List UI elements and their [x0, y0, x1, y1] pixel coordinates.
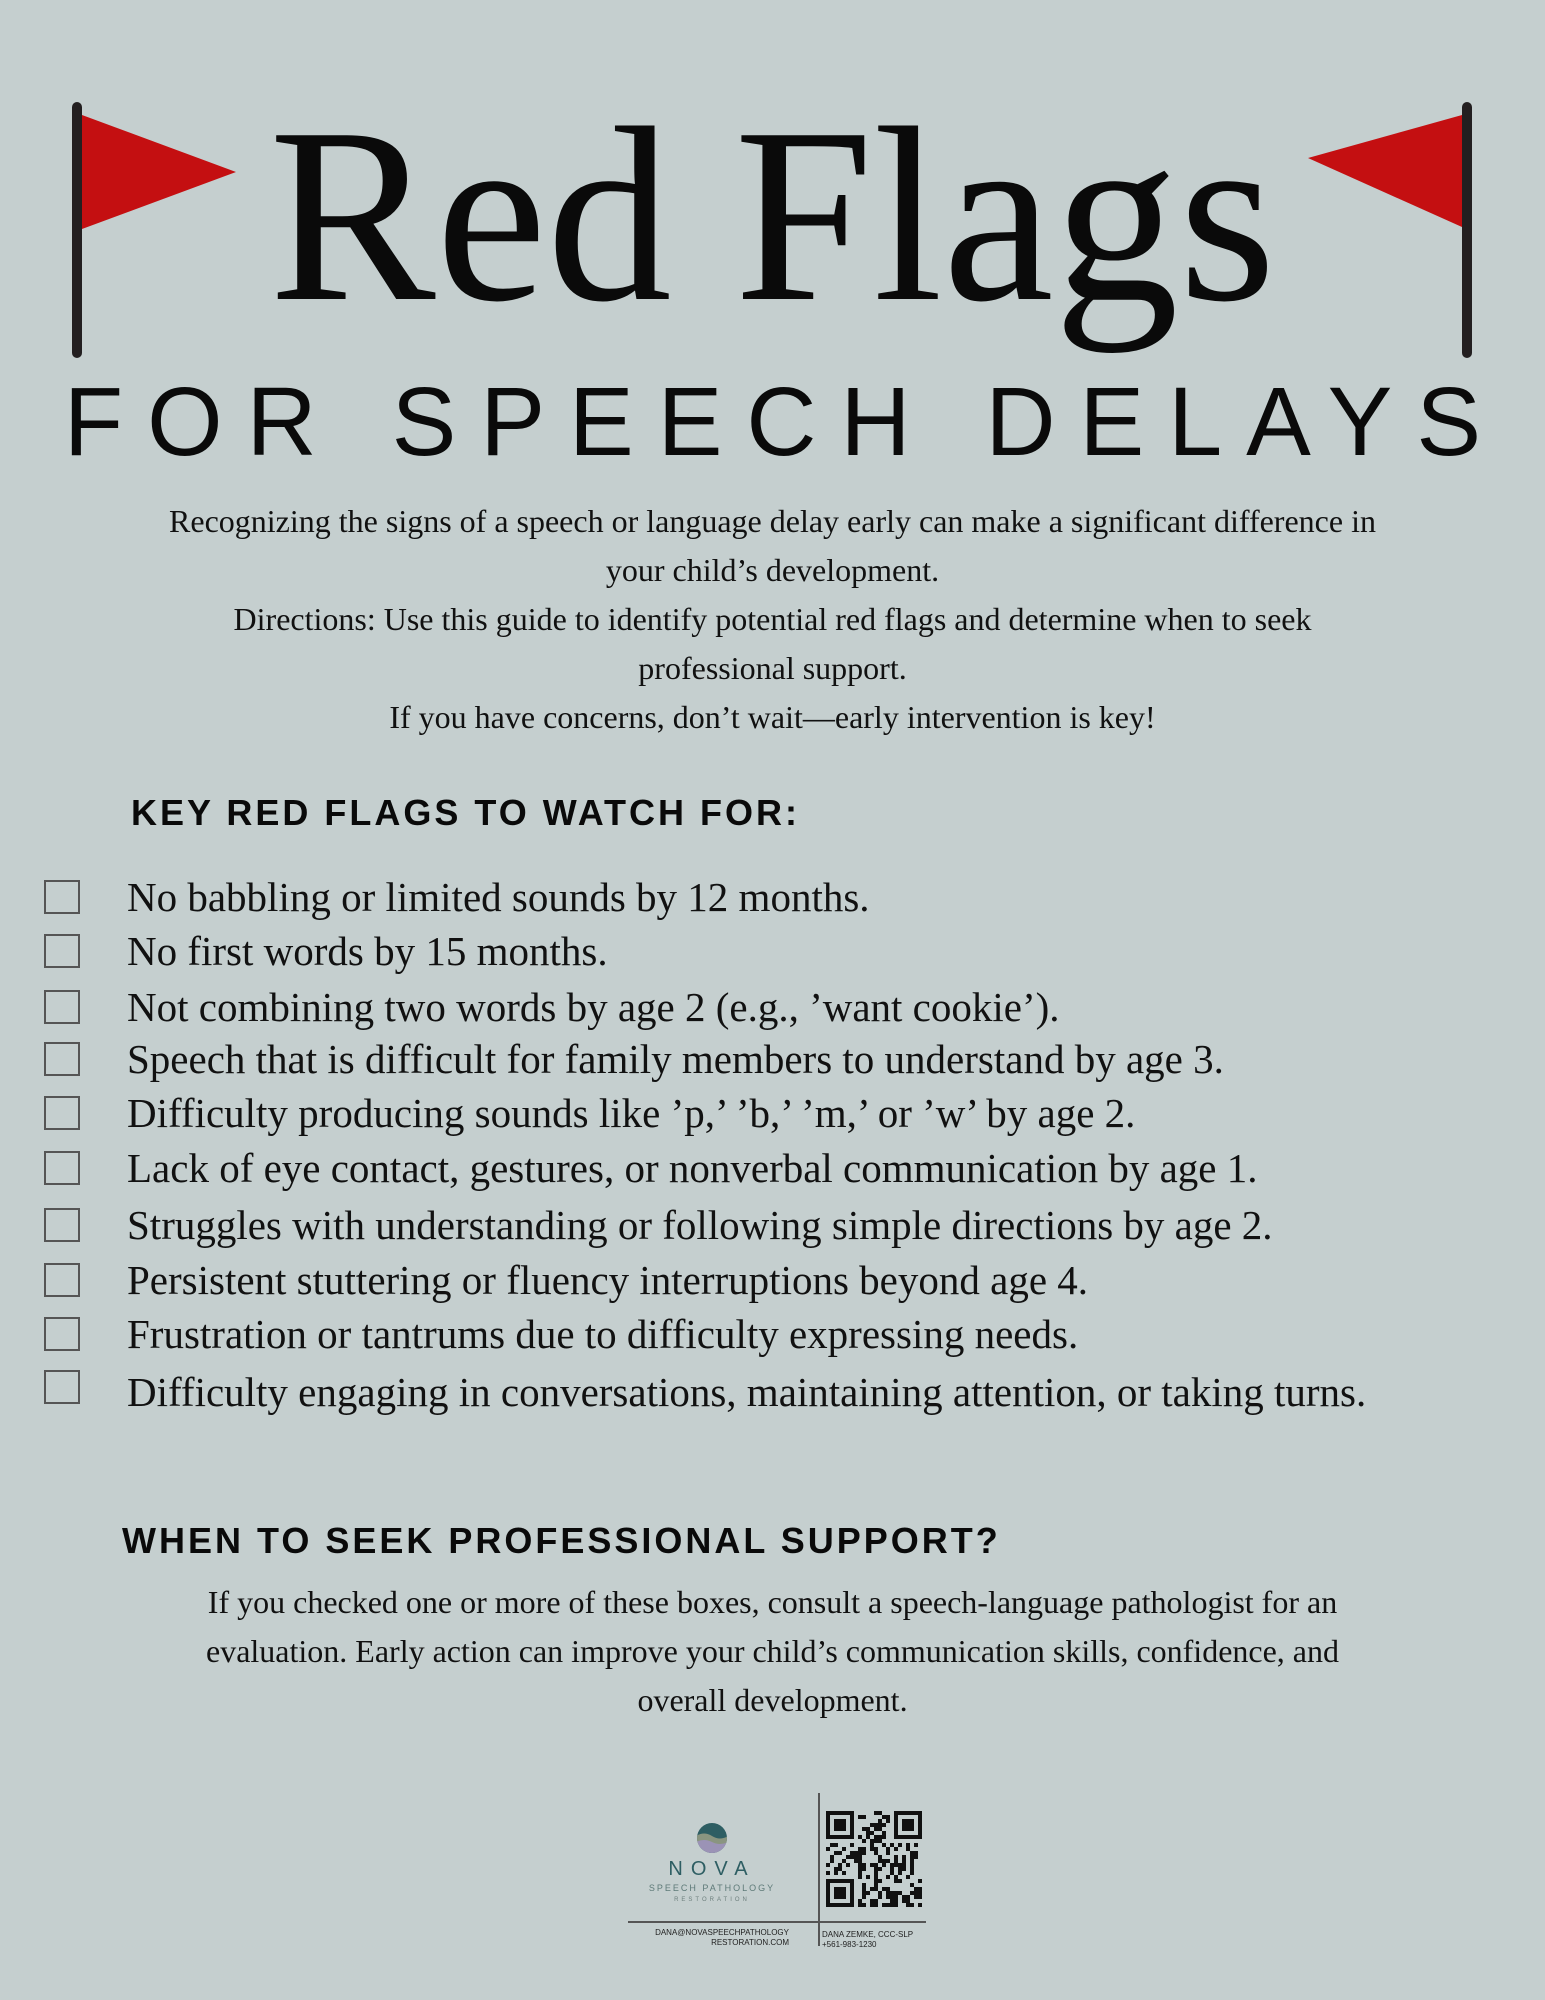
qr-module — [874, 1883, 878, 1887]
checklist-item-label: Lack of eye contact, gestures, or nonverbal communication by age 1. — [127, 1145, 1258, 1191]
qr-module — [878, 1835, 882, 1839]
qr-module — [858, 1835, 862, 1839]
qr-module — [838, 1867, 842, 1871]
checkbox[interactable] — [44, 1208, 80, 1242]
qr-module — [866, 1891, 870, 1895]
qr-module — [890, 1871, 894, 1875]
qr-module — [866, 1835, 870, 1839]
qr-module — [906, 1875, 910, 1879]
qr-module — [854, 1851, 858, 1855]
checklist-item[interactable] — [0, 1255, 1545, 1305]
qr-module — [882, 1859, 886, 1863]
qr-module — [862, 1839, 866, 1843]
intro-text — [0, 497, 1545, 742]
checklist-item-label: Difficulty engaging in conversations, maintaining attention, or taking turns. — [127, 1369, 1367, 1415]
checkbox[interactable] — [44, 1370, 80, 1404]
qr-module — [886, 1859, 890, 1863]
qr-module — [890, 1899, 894, 1903]
qr-module — [826, 1871, 830, 1875]
checkbox[interactable] — [44, 1263, 80, 1297]
qr-module — [838, 1851, 842, 1855]
qr-module — [894, 1859, 898, 1863]
qr-module — [870, 1839, 874, 1843]
qr-module — [850, 1851, 854, 1855]
qr-module — [902, 1895, 906, 1899]
checklist-item-label: Difficulty producing sounds like ’p,’ ’b,’ ’m,’ or ’w’ by age 2. — [127, 1090, 1136, 1136]
checklist-item[interactable] — [0, 1200, 1545, 1250]
qr-module — [874, 1879, 878, 1883]
checkbox[interactable] — [44, 934, 80, 968]
qr-module — [914, 1851, 918, 1855]
qr-module — [898, 1879, 902, 1883]
qr-module — [878, 1891, 882, 1895]
qr-module — [894, 1863, 898, 1867]
qr-module — [910, 1863, 914, 1867]
page-subtitle: FOR SPEECH DELAYS — [63, 367, 1506, 476]
qr-module — [826, 1847, 830, 1851]
qr-module — [874, 1871, 878, 1875]
qr-module — [878, 1823, 882, 1827]
qr-module — [842, 1847, 846, 1851]
qr-module — [874, 1847, 878, 1851]
checkbox[interactable] — [44, 1042, 80, 1076]
qr-module — [870, 1843, 874, 1847]
qr-module — [882, 1831, 886, 1835]
qr-module — [902, 1855, 906, 1859]
support-line: If you checked one or more of these boxes, consult a speech-language pathologist for an — [207, 1584, 1338, 1620]
logo-name: NOVA — [668, 1858, 756, 1880]
qr-module — [906, 1895, 910, 1899]
qr-module — [858, 1867, 862, 1871]
qr-module — [878, 1895, 882, 1899]
intro-line: Recognizing the signs of a speech or language delay early can make a significant difference in — [169, 503, 1376, 539]
qr-module — [870, 1831, 874, 1835]
qr-module — [870, 1899, 874, 1903]
qr-module — [890, 1891, 894, 1895]
qr-module — [890, 1895, 894, 1899]
qr-module — [862, 1883, 866, 1887]
qr-module — [906, 1899, 910, 1903]
qr-module — [842, 1859, 846, 1863]
qr-module — [862, 1847, 866, 1851]
qr-module — [886, 1819, 890, 1823]
qr-module — [898, 1863, 902, 1867]
checklist-item-label: No first words by 15 months. — [127, 928, 608, 974]
qr-module — [858, 1863, 862, 1867]
checklist-item[interactable] — [0, 926, 1545, 976]
qr-module — [870, 1887, 874, 1891]
qr-module — [870, 1847, 874, 1851]
qr-module — [858, 1859, 862, 1863]
qr-module — [866, 1831, 870, 1835]
checklist-heading: KEY RED FLAGS TO WATCH FOR: — [131, 792, 801, 833]
checklist-item[interactable] — [0, 1309, 1545, 1359]
qr-module — [874, 1903, 878, 1907]
qr-module — [874, 1851, 878, 1855]
qr-module — [890, 1863, 894, 1867]
checklist-item-label: Speech that is difficult for family members to understand by age 3. — [127, 1036, 1224, 1082]
qr-module — [862, 1827, 866, 1831]
qr-module — [886, 1875, 890, 1879]
checklist-item[interactable] — [0, 872, 1545, 922]
qr-module — [874, 1887, 878, 1891]
qr-module — [894, 1891, 898, 1895]
qr-module — [886, 1903, 890, 1907]
qr-module — [894, 1875, 898, 1879]
qr-module — [918, 1891, 922, 1895]
qr-module — [906, 1847, 910, 1851]
qr-module — [834, 1871, 838, 1875]
checklist-item-label: No babbling or limited sounds by 12 months. — [127, 874, 870, 920]
qr-module — [858, 1847, 862, 1851]
support-line: overall development. — [637, 1682, 908, 1718]
qr-module — [918, 1895, 922, 1899]
qr-module — [858, 1899, 862, 1903]
checklist-item[interactable] — [0, 1143, 1545, 1193]
qr-module — [862, 1863, 866, 1867]
qr-module — [874, 1863, 878, 1867]
footer-email[interactable] — [652, 1928, 789, 1948]
qr-module — [882, 1843, 886, 1847]
qr-module — [914, 1887, 918, 1891]
qr-module — [886, 1847, 890, 1851]
support-heading: WHEN TO SEEK PROFESSIONAL SUPPORT? — [122, 1520, 1001, 1561]
qr-module — [898, 1891, 902, 1895]
qr-module — [862, 1903, 866, 1907]
qr-module — [910, 1855, 914, 1859]
qr-module — [878, 1811, 882, 1815]
qr-module — [858, 1851, 862, 1855]
qr-module — [894, 1899, 898, 1903]
checklist-item[interactable] — [0, 1088, 1545, 1138]
qr-code[interactable] — [826, 1811, 922, 1907]
intro-line: professional support. — [638, 650, 907, 686]
qr-module — [918, 1879, 922, 1883]
checklist-item-label: Frustration or tantrums due to difficulty expressing needs. — [127, 1311, 1079, 1357]
qr-module — [830, 1859, 834, 1863]
contact-phone: +561-983-1230 — [822, 1940, 877, 1949]
qr-module — [902, 1899, 906, 1903]
footer-contact — [822, 1930, 913, 1950]
checkbox[interactable] — [44, 1151, 80, 1185]
qr-module — [858, 1871, 862, 1875]
support-text — [0, 1578, 1545, 1725]
qr-module — [842, 1871, 846, 1875]
qr-module — [910, 1867, 914, 1871]
qr-module — [874, 1823, 878, 1827]
qr-module — [914, 1855, 918, 1859]
checkbox[interactable] — [44, 1096, 80, 1130]
qr-module — [870, 1863, 874, 1867]
qr-module — [890, 1867, 894, 1871]
qr-module — [862, 1891, 866, 1895]
checklist-item[interactable] — [0, 1034, 1545, 1084]
qr-module — [886, 1815, 890, 1819]
qr-module — [858, 1875, 862, 1879]
qr-module — [846, 1855, 850, 1859]
checkbox[interactable] — [44, 880, 80, 914]
qr-module — [898, 1871, 902, 1875]
qr-module — [838, 1863, 842, 1867]
qr-module — [898, 1843, 902, 1847]
qr-module — [878, 1855, 882, 1859]
qr-module — [846, 1863, 850, 1867]
qr-module — [858, 1815, 862, 1819]
qr-module — [906, 1843, 910, 1847]
qr-module — [834, 1843, 838, 1847]
qr-module — [830, 1843, 834, 1847]
qr-module — [874, 1839, 878, 1843]
support-line: evaluation. Early action can improve your child’s communication skills, confidence, and — [206, 1633, 1339, 1669]
qr-module — [870, 1823, 874, 1827]
qr-module — [882, 1815, 886, 1819]
intro-line: Directions: Use this guide to identify potential red flags and determine when to seek — [233, 601, 1312, 637]
qr-module — [882, 1863, 886, 1867]
nova-logo-icon — [696, 1822, 728, 1854]
qr-module — [862, 1851, 866, 1855]
intro-line: If you have concerns, don’t wait—early intervention is key! — [389, 699, 1156, 735]
qr-module — [910, 1871, 914, 1875]
qr-module — [894, 1903, 898, 1907]
qr-module — [850, 1843, 854, 1847]
qr-module — [878, 1859, 882, 1863]
qr-module — [878, 1839, 882, 1843]
checkbox[interactable] — [44, 1317, 80, 1351]
checkbox[interactable] — [44, 990, 80, 1024]
qr-module — [878, 1867, 882, 1871]
qr-module — [906, 1903, 910, 1907]
qr-module — [834, 1851, 838, 1855]
logo-subtitle-2: RESTORATION — [674, 1897, 750, 1903]
qr-module — [858, 1855, 862, 1859]
qr-module — [834, 1867, 838, 1871]
page-title: Red Flags — [269, 77, 1276, 354]
qr-module — [910, 1903, 914, 1907]
qr-module — [862, 1887, 866, 1891]
qr-module — [862, 1895, 866, 1899]
qr-module — [894, 1879, 898, 1883]
checklist-item[interactable] — [0, 1362, 1545, 1482]
qr-module — [886, 1851, 890, 1855]
qr-module — [874, 1875, 878, 1879]
qr-module — [890, 1903, 894, 1907]
qr-module — [874, 1835, 878, 1839]
qr-module — [894, 1895, 898, 1899]
qr-module — [902, 1859, 906, 1863]
qr-module — [882, 1823, 886, 1827]
qr-finder — [902, 1819, 914, 1831]
qr-module — [882, 1835, 886, 1839]
qr-module — [874, 1867, 878, 1871]
footer-divider-horizontal — [628, 1921, 926, 1923]
qr-module — [866, 1875, 870, 1879]
footer-divider-vertical — [818, 1793, 820, 1946]
email-line: DANA@NOVASPEECHPATHOLOGY — [655, 1928, 789, 1937]
email-line: RESTORATION.COM — [711, 1938, 789, 1947]
qr-module — [894, 1847, 898, 1851]
qr-module — [854, 1859, 858, 1863]
qr-module — [882, 1887, 886, 1891]
qr-module — [858, 1903, 862, 1907]
qr-module — [886, 1895, 890, 1899]
qr-module — [910, 1883, 914, 1887]
qr-module — [886, 1887, 890, 1891]
qr-module — [878, 1827, 882, 1831]
qr-module — [826, 1863, 830, 1867]
qr-module — [914, 1895, 918, 1899]
qr-module — [874, 1811, 878, 1815]
qr-module — [914, 1891, 918, 1895]
qr-module — [886, 1891, 890, 1895]
qr-module — [862, 1867, 866, 1871]
checklist-item[interactable] — [0, 982, 1545, 1032]
qr-module — [878, 1819, 882, 1823]
qr-module — [890, 1843, 894, 1847]
qr-module — [854, 1855, 858, 1859]
qr-module — [914, 1843, 918, 1847]
qr-module — [882, 1903, 886, 1907]
qr-module — [910, 1891, 914, 1895]
checklist-item-label: Persistent stuttering or fluency interruptions beyond age 4. — [127, 1257, 1089, 1303]
qr-module — [898, 1867, 902, 1871]
qr-finder — [834, 1819, 846, 1831]
qr-module — [918, 1903, 922, 1907]
qr-finder — [834, 1887, 846, 1899]
qr-module — [830, 1855, 834, 1859]
qr-module — [902, 1867, 906, 1871]
qr-module — [910, 1851, 914, 1855]
qr-module — [870, 1903, 874, 1907]
qr-module — [874, 1899, 878, 1903]
qr-module — [866, 1827, 870, 1831]
contact-name: DANA ZEMKE, CCC-SLP — [822, 1930, 914, 1939]
qr-module — [878, 1879, 882, 1883]
intro-line: your child’s development. — [605, 552, 940, 588]
checklist-item-label: Not combining two words by age 2 (e.g., ’want cookie’). — [127, 984, 1060, 1030]
qr-module — [918, 1887, 922, 1891]
qr-module — [894, 1855, 898, 1859]
checklist-item-label: Struggles with understanding or following simple directions by age 2. — [127, 1202, 1273, 1248]
qr-module — [902, 1863, 906, 1867]
qr-module — [850, 1855, 854, 1859]
logo-subtitle: SPEECH PATHOLOGY — [648, 1883, 776, 1893]
qr-module — [862, 1815, 866, 1819]
qr-module — [910, 1859, 914, 1863]
qr-module — [874, 1827, 878, 1831]
